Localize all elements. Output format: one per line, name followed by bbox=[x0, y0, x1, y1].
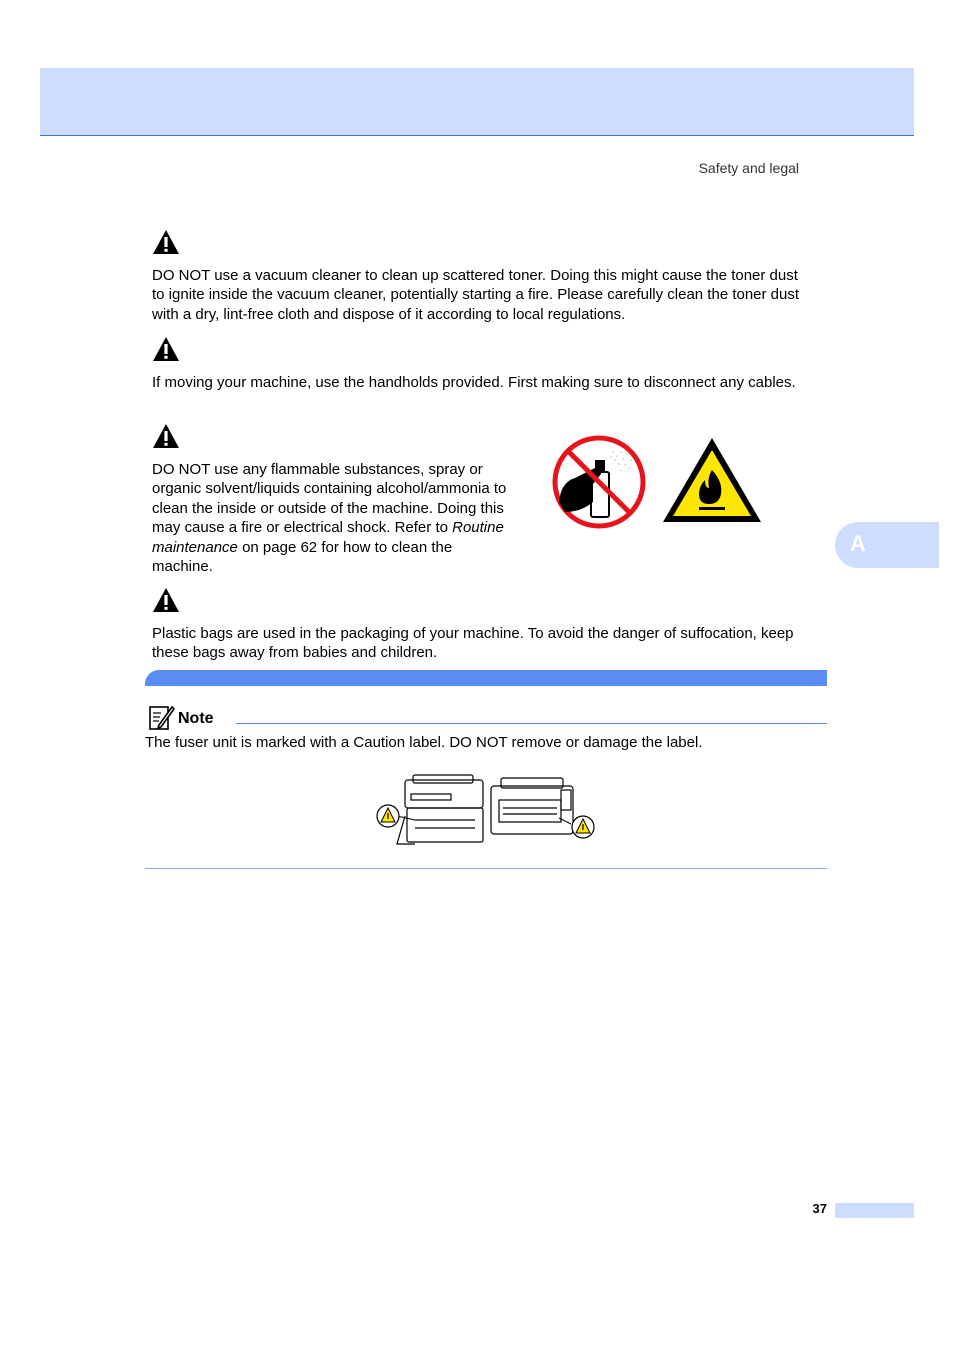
fuser-caution-label-illustration bbox=[375, 772, 601, 846]
warning-text-moving: If moving your machine, use the handholds provided. First making sure to disconnect any cables. bbox=[152, 374, 796, 391]
caution-label-icon bbox=[377, 805, 399, 827]
note-text: The fuser unit is marked with a Caution label. DO NOT remove or damage the label. bbox=[145, 734, 703, 751]
caution-label-icon bbox=[572, 816, 594, 838]
section-divider-bar bbox=[145, 670, 827, 686]
warning-text-vacuum: DO NOT use a vacuum cleaner to clean up scattered toner. Doing this might cause the toner dust to ignite inside the vacuum cleaner, potentially starting a fire. Please carefully clean the toner dust with a dry, lint-free cloth and dispose of it according to local regulations. bbox=[152, 267, 800, 323]
section-title: Safety and legal bbox=[698, 160, 799, 176]
page-number: 37 bbox=[812, 1201, 827, 1216]
note-rule bbox=[236, 723, 827, 724]
warning-text-flammable: DO NOT use any flammable substances, spray or organic solvent/liquids containing alcohol/ammonia to clean the inside or outside of the machine. Doing this may cause a fire or electrical shock. Refer to Routine maintenance on page 62 for how to clean the machine. bbox=[152, 461, 507, 576]
header-band bbox=[40, 68, 914, 136]
chapter-tab bbox=[835, 522, 939, 568]
flammable-warning-icon bbox=[663, 438, 761, 522]
no-spray-icon bbox=[555, 438, 643, 526]
warning-triangle-icon bbox=[152, 229, 180, 255]
warning-text-plastic-bags: Plastic bags are used in the packaging of your machine. To avoid the danger of suffocation, keep these bags away from babies and children. bbox=[152, 625, 794, 662]
routine-maintenance-reference: Routine maintenance bbox=[152, 519, 504, 556]
note-end-rule bbox=[145, 868, 827, 869]
note-label: Note bbox=[178, 710, 214, 727]
flammable-warning-images bbox=[551, 432, 765, 532]
warning-triangle-icon bbox=[152, 423, 180, 449]
warning-triangle-icon bbox=[152, 587, 180, 613]
page-number-tab bbox=[835, 1203, 914, 1218]
warning-triangle-icon bbox=[152, 336, 180, 362]
chapter-tab-letter: A bbox=[850, 531, 866, 556]
note-pencil-icon bbox=[147, 703, 175, 731]
